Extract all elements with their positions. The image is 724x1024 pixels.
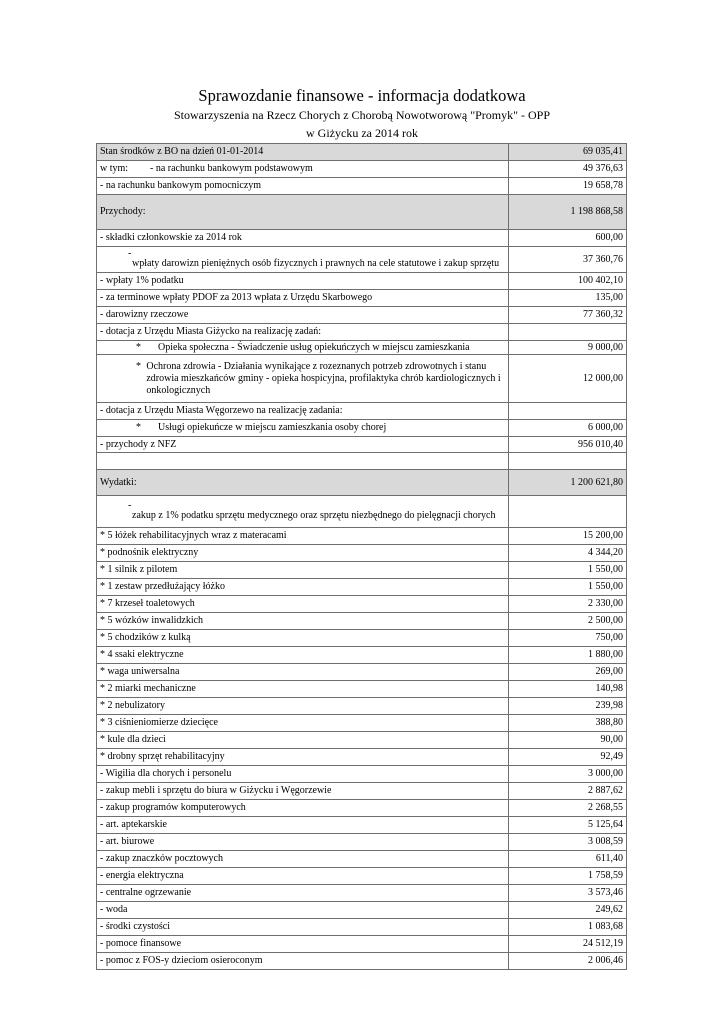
income-row bbox=[97, 437, 627, 453]
income-row bbox=[97, 290, 627, 307]
expense-label: - środki czystości bbox=[97, 919, 509, 936]
equipment-label: * 5 łóżek rehabilitacyjnych wraz z materacami bbox=[97, 528, 509, 545]
income-item-value bbox=[509, 403, 627, 420]
income-item-value bbox=[509, 324, 627, 341]
expense-row bbox=[97, 953, 627, 970]
equipment-row bbox=[97, 545, 627, 562]
equipment-value: 15 200,00 bbox=[509, 528, 627, 545]
equipment-row bbox=[97, 732, 627, 749]
expenses-intro-label: - zakup z 1% podatku sprzętu medycznego oraz sprzętu niezbędnego do pielęgnacji chorych bbox=[97, 496, 509, 528]
income-row bbox=[97, 307, 627, 324]
equipment-row bbox=[97, 647, 627, 664]
income-subitem-label: * Usługi opiekuńcze w miejscu zamieszkania osoby chorej bbox=[97, 420, 509, 437]
bo-account-row bbox=[97, 161, 627, 178]
expense-value: 3 008,59 bbox=[509, 834, 627, 851]
equipment-row bbox=[97, 579, 627, 596]
expense-value: 249,62 bbox=[509, 902, 627, 919]
equipment-label: * 1 silnik z pilotem bbox=[97, 562, 509, 579]
equipment-label: * 5 chodzików z kulką bbox=[97, 630, 509, 647]
expense-row bbox=[97, 766, 627, 783]
equipment-value: 90,00 bbox=[509, 732, 627, 749]
income-subitem-row bbox=[97, 341, 627, 355]
expense-row bbox=[97, 885, 627, 902]
income-item-label: - wpłaty darowizn pieniężnych osób fizycznych i prawnych na cele statutowe i zakup sprzętu bbox=[97, 247, 509, 273]
expense-value: 3 000,00 bbox=[509, 766, 627, 783]
equipment-row bbox=[97, 630, 627, 647]
bo-account-label-cell bbox=[97, 161, 509, 178]
expense-value: 2 887,62 bbox=[509, 783, 627, 800]
expense-label: - zakup mebli i sprzętu do biura w Giżycku i Węgorzewie bbox=[97, 783, 509, 800]
income-item-value: 6 000,00 bbox=[509, 420, 627, 437]
equipment-row bbox=[97, 596, 627, 613]
equipment-value: 4 344,20 bbox=[509, 545, 627, 562]
document-subtitle: Stowarzyszenia na Rzecz Chorych z Chorobą Nowotworową "Promyk" - OPP bbox=[173, 108, 551, 122]
expense-value: 3 573,46 bbox=[509, 885, 627, 902]
expense-label: - centralne ogrzewanie bbox=[97, 885, 509, 902]
income-row bbox=[97, 324, 627, 341]
income-item-value: 600,00 bbox=[509, 230, 627, 247]
income-item-value: 77 360,32 bbox=[509, 307, 627, 324]
income-item-value: 9 000,00 bbox=[509, 341, 627, 355]
income-item-label: - przychody z NFZ bbox=[97, 437, 509, 453]
expense-label: - woda bbox=[97, 902, 509, 919]
income-item-value: 956 010,40 bbox=[509, 437, 627, 453]
income-item-value: 37 360,76 bbox=[509, 247, 627, 273]
equipment-value: 1 550,00 bbox=[509, 562, 627, 579]
expenses-label: Wydatki: bbox=[97, 470, 509, 496]
equipment-row bbox=[97, 715, 627, 732]
document-place-period: w Giżycku za 2014 rok bbox=[306, 126, 418, 140]
income-item-label: - za terminowe wpłaty PDOF za 2013 wpłata z Urzędu Skarbowego bbox=[97, 290, 509, 307]
income-item-value: 12 000,00 bbox=[509, 355, 627, 403]
expense-value: 24 512,19 bbox=[509, 936, 627, 953]
expense-row bbox=[97, 851, 627, 868]
equipment-label: * 1 zestaw przedłużający łóżko bbox=[97, 579, 509, 596]
equipment-value: 1 880,00 bbox=[509, 647, 627, 664]
expense-row bbox=[97, 800, 627, 817]
income-item-label: - składki członkowskie za 2014 rok bbox=[97, 230, 509, 247]
expense-label: - art. aptekarskie bbox=[97, 817, 509, 834]
equipment-label: * 3 ciśnieniomierze dziecięce bbox=[97, 715, 509, 732]
equipment-value: 140,98 bbox=[509, 681, 627, 698]
expense-value: 2 006,46 bbox=[509, 953, 627, 970]
income-row bbox=[97, 403, 627, 420]
financial-report-table bbox=[96, 143, 627, 970]
bo-row bbox=[97, 144, 627, 161]
bo-account-row bbox=[97, 178, 627, 195]
income-row bbox=[97, 247, 627, 273]
expense-label: - energia elektryczna bbox=[97, 868, 509, 885]
expenses-value: 1 200 621,80 bbox=[509, 470, 627, 496]
expense-row bbox=[97, 834, 627, 851]
income-label: Przychody: bbox=[97, 195, 509, 230]
equipment-label: * 5 wózków inwalidzkich bbox=[97, 613, 509, 630]
expense-label: - zakup programów komputerowych bbox=[97, 800, 509, 817]
acc1-value: 49 376,63 bbox=[509, 161, 627, 178]
expense-row bbox=[97, 936, 627, 953]
equipment-label: * 4 ssaki elektryczne bbox=[97, 647, 509, 664]
income-item-label: - darowizny rzeczowe bbox=[97, 307, 509, 324]
equipment-value: 2 500,00 bbox=[509, 613, 627, 630]
expense-value: 611,40 bbox=[509, 851, 627, 868]
income-header-row bbox=[97, 195, 627, 230]
expense-label: - Wigilia dla chorych i personelu bbox=[97, 766, 509, 783]
equipment-value: 388,80 bbox=[509, 715, 627, 732]
expense-value: 1 758,59 bbox=[509, 868, 627, 885]
bo-value: 69 035,41 bbox=[509, 144, 627, 161]
empty-cell bbox=[509, 453, 627, 470]
equipment-row bbox=[97, 749, 627, 766]
equipment-value: 1 550,00 bbox=[509, 579, 627, 596]
equipment-row bbox=[97, 681, 627, 698]
income-row bbox=[97, 273, 627, 290]
equipment-label: * 2 miarki mechaniczne bbox=[97, 681, 509, 698]
income-item-label: - dotacja z Urzędu Miasta Giżycko na realizację zadań: bbox=[97, 324, 509, 341]
equipment-row bbox=[97, 698, 627, 715]
wtym-label: w tym: bbox=[100, 163, 129, 174]
equipment-row bbox=[97, 664, 627, 681]
income-value: 1 198 868,58 bbox=[509, 195, 627, 230]
equipment-label: * kule dla dzieci bbox=[97, 732, 509, 749]
expense-label: - art. biurowe bbox=[97, 834, 509, 851]
expense-value: 1 083,68 bbox=[509, 919, 627, 936]
income-item-label: - wpłaty 1% podatku bbox=[97, 273, 509, 290]
expenses-intro-row bbox=[97, 496, 627, 528]
empty-row bbox=[97, 453, 627, 470]
expense-row bbox=[97, 902, 627, 919]
equipment-row bbox=[97, 562, 627, 579]
equipment-label: * podnośnik elektryczny bbox=[97, 545, 509, 562]
income-item-label: - dotacja z Urzędu Miasta Węgorzewo na realizację zadania: bbox=[97, 403, 509, 420]
equipment-row bbox=[97, 528, 627, 545]
income-subitem-row bbox=[97, 355, 627, 403]
income-item-value: 135,00 bbox=[509, 290, 627, 307]
equipment-value: 92,49 bbox=[509, 749, 627, 766]
empty-cell bbox=[97, 453, 509, 470]
equipment-value: 2 330,00 bbox=[509, 596, 627, 613]
equipment-value: 750,00 bbox=[509, 630, 627, 647]
income-subitem-label: * Ochrona zdrowia - Działania wynikające z rozeznanych potrzeb zdrowotnych i stanu zdrowia mieszkańców gminy - opieka hospicyjna, profilaktyka chrób kardiologicznych i onkologicznych bbox=[97, 355, 509, 403]
document-title: Sprawozdanie finansowe - informacja dodatkowa bbox=[198, 86, 526, 105]
expense-value: 5 125,64 bbox=[509, 817, 627, 834]
expenses-header-row bbox=[97, 470, 627, 496]
income-row bbox=[97, 230, 627, 247]
income-subitem-row bbox=[97, 420, 627, 437]
equipment-label: * waga uniwersalna bbox=[97, 664, 509, 681]
expense-row bbox=[97, 783, 627, 800]
expense-row bbox=[97, 868, 627, 885]
acc2-value: 19 658,78 bbox=[509, 178, 627, 195]
expense-row bbox=[97, 919, 627, 936]
expense-label: - pomoc z FOS-y dzieciom osieroconym bbox=[97, 953, 509, 970]
equipment-label: * 2 nebulizatory bbox=[97, 698, 509, 715]
acc2-label: - na rachunku bankowym pomocniczym bbox=[97, 178, 509, 195]
acc1-label: - na rachunku bankowym podstawowym bbox=[150, 163, 313, 174]
expense-row bbox=[97, 817, 627, 834]
expense-label: - zakup znaczków pocztowych bbox=[97, 851, 509, 868]
equipment-row bbox=[97, 613, 627, 630]
equipment-value: 239,98 bbox=[509, 698, 627, 715]
expense-label: - pomoce finansowe bbox=[97, 936, 509, 953]
equipment-label: * drobny sprzęt rehabilitacyjny bbox=[97, 749, 509, 766]
equipment-label: * 7 krzeseł toaletowych bbox=[97, 596, 509, 613]
bo-label: Stan środków z BO na dzień 01-01-2014 bbox=[97, 144, 509, 161]
equipment-value: 269,00 bbox=[509, 664, 627, 681]
income-subitem-label: * Opieka społeczna - Świadczenie usług opiekuńczych w miejscu zamieszkania bbox=[97, 341, 509, 355]
expense-value: 2 268,55 bbox=[509, 800, 627, 817]
income-item-value: 100 402,10 bbox=[509, 273, 627, 290]
empty-cell bbox=[509, 496, 627, 528]
